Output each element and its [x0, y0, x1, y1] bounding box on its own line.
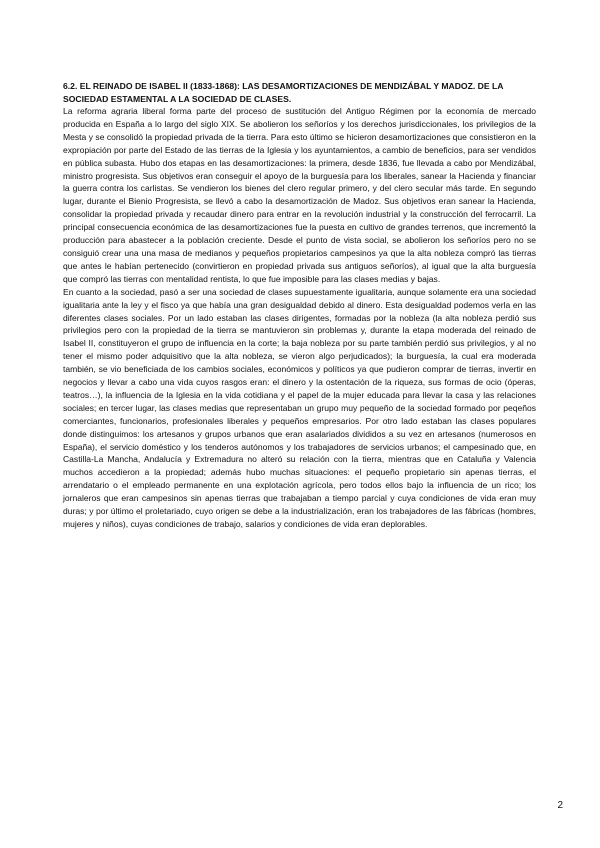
- document-body: [63, 80, 536, 531]
- paragraph-social-classes: En cuanto a la sociedad, pasó a ser una sociedad de clases supuestamente igualitaria, aunque solamente era una sociedad igualitaria ante la ley y el fisco ya que había una gran desigualdad debido al dinero. Esta desigualdad podemos verla en las diferentes clases sociales. Por un lado estaban las clases dirigentes, formadas por la nobleza (la alta nobleza perdió sus privilegios pero con la propiedad de la tierra se mantuvieron sin problemas y, durante la etapa moderada del reinado de Isabel II, constituyeron el grupo de influencia en la corte; la baja nobleza por su parte también perdió sus privilegios, y al no tener el mismo poder adquisitivo que la alta nobleza, se vieron algo perjudicados); la burguesía, la cual era moderada también, se vio beneficiada de los cambios sociales, económicos y políticos ya que pudieron comprar de tierras, invertir en negocios y llevar a cabo una vida cuyos rasgos eran: el dinero y la ostentación de la riqueza, sus formas de ocio (óperas, teatros…), la influencia de la Iglesia en la vida cotidiana y el papel de la mujer educada para llevar la casa y las relaciones sociales; en tercer lugar, las clases medias que representaban un grupo muy pequeño de la sociedad formado por peqeños comerciantes, funcionarios, profesionales liberales y pequeños empresarios. Por otro lado estaban las clases populares donde distinguimos: los artesanos y grupos urbanos que eran asalariados divididos a su vez en artesanos (numerosos en España), el servicio doméstico y los tenderos autónomos y los trabajadores de servicios urbanos; el campesinado que, en Castilla-La Mancha, Andalucía y Extremadura no alteró su relación con la tierra, mientras que en Cataluña y Valencia muchos accedieron a la propiedad; además hubo muchas situaciones: el pequeño propietario sin apenas tierras, el arrendatario o el empleado permanente en una explotación agrícola, pero todos ellos bajo la influencia de un rico; los jornaleros que eran campesinos sin apenas tierras que trabajaban a tiempo parcial y cuya condiciones de vida eran muy duras; y por último el proletariado, cuyo origen se debe a la industrialización, eran los trabajadores de las fábricas (hombres, mujeres y niños), cuyas condiciones de trabajo, salarios y condiciones de vida eran deplorables.: [63, 286, 536, 529]
- section-heading: 6.2. EL REINADO DE ISABEL II (1833-1868): LAS DESAMORTIZACIONES DE MENDIZÁBAL Y MADOZ. DE LA SOCIEDAD ESTAMENTAL A LA SOCIEDAD DE CLASES.: [63, 81, 504, 104]
- paragraph-agrarian-reform: La reforma agraria liberal forma parte del proceso de sustitución del Antiguo Régimen por la economía de mercado producida en España a lo largo del siglo XIX. Se abolieron los señoríos y los derechos jurisdiccionales, los privilegios de la Mesta y se consolidó la propiedad privada de la tierra. Para esto último se hicieron desamortizaciones que consistieron en la expropiación por parte del Estado de las tierras de la Iglesia y los ayuntamientos, a cambio de beneficios, para ser vendidos en pública subasta. Hubo dos etapas en las desamortizaciones: la primera, desde 1836, fue llevada a cabo por Mendizábal, ministro progresista. Sus objetivos eran conseguir el apoyo de la burguesía para los liberales, sanear la Hacienda y financiar la guerra contra los carlistas. Se vendieron los bienes del clero regular primero, y del clero secular más tarde. En segundo lugar, durante el Bienio Progresista, se llevó a cabo la desamortización de Madoz. Sus objetivos eran sanear la Hacienda, consolidar la propiedad privada y recaudar dinero para entrar en la revolución industrial y la construcción del ferrocarril. La principal consecuencia económica de las desamortizaciones fue la puesta en cultivo de grandes terrenos, que incrementó la producción para abastecer a la población creciente. Desde el punto de vista social, se abolieron los señoríos pero no se consiguió crear una una masa de medianos y pequeños propietarios campesinos ya que la alta nobleza compró las tierras que antes le habían pertenecido (convirtieron en propiedad privada sus antiguos señoríos), al igual que la alta burguesía que compró las tierras con mentalidad rentista, lo que fue imposible para las clases medias y bajas.: [63, 106, 536, 284]
- page-number: 2: [557, 800, 563, 811]
